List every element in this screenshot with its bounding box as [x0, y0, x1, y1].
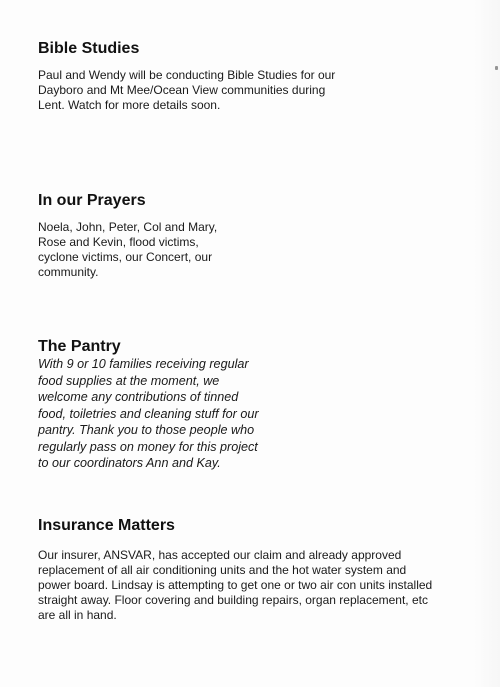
section-body: With 9 or 10 families receiving regular food supplies at the moment, we welcome any contributions of tinned food, toiletries and cleaning stuff for our pantry. Thank you to those people who regularly pass on money for this project to our coordinators Ann and Kay.	[38, 357, 259, 470]
section-heading: The Pantry	[38, 338, 121, 355]
section-heading: Bible Studies	[38, 40, 140, 57]
section-body: Paul and Wendy will be conducting Bible Studies for our Dayboro and Mt Mee/Ocean View communities during Lent. Watch for more details soon.	[38, 68, 336, 112]
section-bible-studies	[38, 39, 368, 113]
section-insurance-matters	[38, 516, 488, 623]
section-heading: In our Prayers	[38, 192, 146, 209]
section-in-our-prayers	[38, 191, 268, 280]
section-heading: Insurance Matters	[38, 517, 175, 534]
section-the-pantry	[38, 337, 298, 472]
section-body: Noela, John, Peter, Col and Mary, Rose and Kevin, flood victims, cyclone victims, our Concert, our community.	[38, 220, 218, 279]
scan-mark	[495, 66, 498, 70]
section-body: Our insurer, ANSVAR, has accepted our claim and already approved replacement of all air conditioning units and the hot water system and power board. Lindsay is attempting to get one or two air con units installed straight away. Floor covering and building repairs, organ replacement, etc are all in hand.	[38, 548, 433, 622]
